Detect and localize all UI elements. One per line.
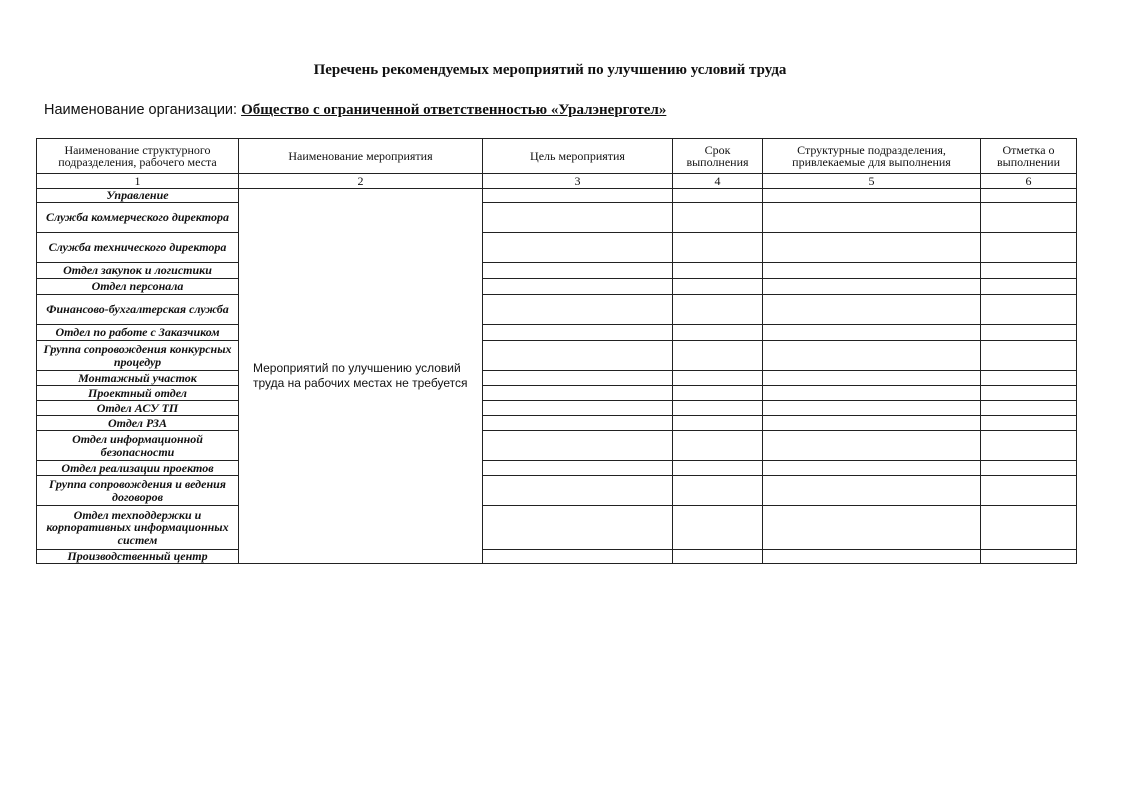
completion-mark-cell [981, 295, 1077, 325]
unit-name: Отдел реализации проектов [37, 461, 239, 476]
unit-name: Служба коммерческого директора [37, 203, 239, 233]
goal-cell [483, 461, 673, 476]
table-body [37, 189, 1077, 564]
involved-units-cell [763, 189, 981, 203]
table-row [37, 263, 1077, 279]
table-row [37, 461, 1077, 476]
measure-text: Мероприятий по улучшению условий труда на рабочих местах не требуется [239, 189, 483, 564]
deadline-cell [673, 233, 763, 263]
unit-name: Монтажный участок [37, 371, 239, 386]
goal-cell [483, 203, 673, 233]
unit-name: Финансово-бухгалтерская служба [37, 295, 239, 325]
organization-name: Общество с ограниченной ответственностью «Уралэнерготел» [241, 102, 667, 118]
column-number-row [37, 174, 1077, 189]
completion-mark-cell [981, 189, 1077, 203]
unit-name: Служба технического директора [37, 233, 239, 263]
involved-units-cell [763, 476, 981, 506]
goal-cell [483, 189, 673, 203]
deadline-cell [673, 341, 763, 371]
column-number: 1 [37, 174, 239, 189]
header-goal: Цель мероприятия [483, 139, 673, 174]
deadline-cell [673, 189, 763, 203]
table-row [37, 431, 1077, 461]
header-completion-mark: Отметка о выполнении [981, 139, 1077, 174]
involved-units-cell [763, 506, 981, 550]
involved-units-cell [763, 263, 981, 279]
goal-cell [483, 371, 673, 386]
goal-cell [483, 431, 673, 461]
completion-mark-cell [981, 371, 1077, 386]
table-row [37, 506, 1077, 550]
header-measure: Наименование мероприятия [239, 139, 483, 174]
unit-name: Отдел техподдержки и корпоративных информационных систем [37, 506, 239, 550]
completion-mark-cell [981, 416, 1077, 431]
unit-name: Проектный отдел [37, 386, 239, 401]
unit-name: Отдел АСУ ТП [37, 401, 239, 416]
completion-mark-cell [981, 550, 1077, 564]
unit-name: Производственный центр [37, 550, 239, 564]
deadline-cell [673, 506, 763, 550]
completion-mark-cell [981, 506, 1077, 550]
completion-mark-cell [981, 233, 1077, 263]
header-row [37, 139, 1077, 174]
involved-units-cell [763, 416, 981, 431]
table-row [37, 386, 1077, 401]
goal-cell [483, 401, 673, 416]
involved-units-cell [763, 279, 981, 295]
deadline-cell [673, 461, 763, 476]
deadline-cell [673, 203, 763, 233]
completion-mark-cell [981, 476, 1077, 506]
deadline-cell [673, 416, 763, 431]
goal-cell [483, 233, 673, 263]
involved-units-cell [763, 461, 981, 476]
involved-units-cell [763, 431, 981, 461]
table-row [37, 279, 1077, 295]
deadline-cell [673, 550, 763, 564]
involved-units-cell [763, 386, 981, 401]
table-row [37, 371, 1077, 386]
column-number: 4 [673, 174, 763, 189]
deadline-cell [673, 431, 763, 461]
involved-units-cell [763, 325, 981, 341]
table-row [37, 341, 1077, 371]
completion-mark-cell [981, 341, 1077, 371]
completion-mark-cell [981, 401, 1077, 416]
completion-mark-cell [981, 325, 1077, 341]
goal-cell [483, 416, 673, 431]
unit-name: Управление [37, 189, 239, 203]
completion-mark-cell [981, 203, 1077, 233]
unit-name: Отдел по работе с Заказчиком [37, 325, 239, 341]
goal-cell [483, 263, 673, 279]
unit-name: Отдел закупок и логистики [37, 263, 239, 279]
completion-mark-cell [981, 386, 1077, 401]
goal-cell [483, 295, 673, 325]
involved-units-cell [763, 401, 981, 416]
deadline-cell [673, 295, 763, 325]
organization-line [44, 102, 684, 119]
deadline-cell [673, 279, 763, 295]
header-involved-units: Структурные подразделения, привлекаемые для выполнения [763, 139, 981, 174]
measures-table-container [36, 138, 1076, 584]
deadline-cell [673, 263, 763, 279]
deadline-cell [673, 476, 763, 506]
document-title: Перечень рекомендуемых мероприятий по улучшению условий труда [313, 62, 787, 78]
unit-name: Отдел информационной безопасности [37, 431, 239, 461]
goal-cell [483, 550, 673, 564]
table-row [37, 189, 1077, 203]
completion-mark-cell [981, 263, 1077, 279]
involved-units-cell [763, 203, 981, 233]
table-row [37, 295, 1077, 325]
involved-units-cell [763, 295, 981, 325]
table-row [37, 325, 1077, 341]
column-number: 2 [239, 174, 483, 189]
unit-name: Группа сопровождения конкурсных процедур [37, 341, 239, 371]
table-row [37, 401, 1077, 416]
goal-cell [483, 279, 673, 295]
table-row [37, 203, 1077, 233]
table-row [37, 550, 1077, 564]
header-unit: Наименование структурного подразделения, рабочего места [37, 139, 239, 174]
column-number: 5 [763, 174, 981, 189]
deadline-cell [673, 325, 763, 341]
goal-cell [483, 341, 673, 371]
column-number: 6 [981, 174, 1077, 189]
goal-cell [483, 476, 673, 506]
completion-mark-cell [981, 431, 1077, 461]
table-row [37, 233, 1077, 263]
involved-units-cell [763, 371, 981, 386]
goal-cell [483, 325, 673, 341]
involved-units-cell [763, 233, 981, 263]
organization-label: Наименование организации: [44, 102, 238, 118]
table-row [37, 416, 1077, 431]
column-number: 3 [483, 174, 673, 189]
involved-units-cell [763, 341, 981, 371]
unit-name: Отдел РЗА [37, 416, 239, 431]
completion-mark-cell [981, 279, 1077, 295]
deadline-cell [673, 401, 763, 416]
goal-cell [483, 386, 673, 401]
deadline-cell [673, 386, 763, 401]
deadline-cell [673, 371, 763, 386]
table-row [37, 476, 1077, 506]
unit-name: Группа сопровождения и ведения договоров [37, 476, 239, 506]
goal-cell [483, 506, 673, 550]
involved-units-cell [763, 550, 981, 564]
measures-table [36, 138, 1077, 564]
header-deadline: Срок выполнения [673, 139, 763, 174]
completion-mark-cell [981, 461, 1077, 476]
unit-name: Отдел персонала [37, 279, 239, 295]
